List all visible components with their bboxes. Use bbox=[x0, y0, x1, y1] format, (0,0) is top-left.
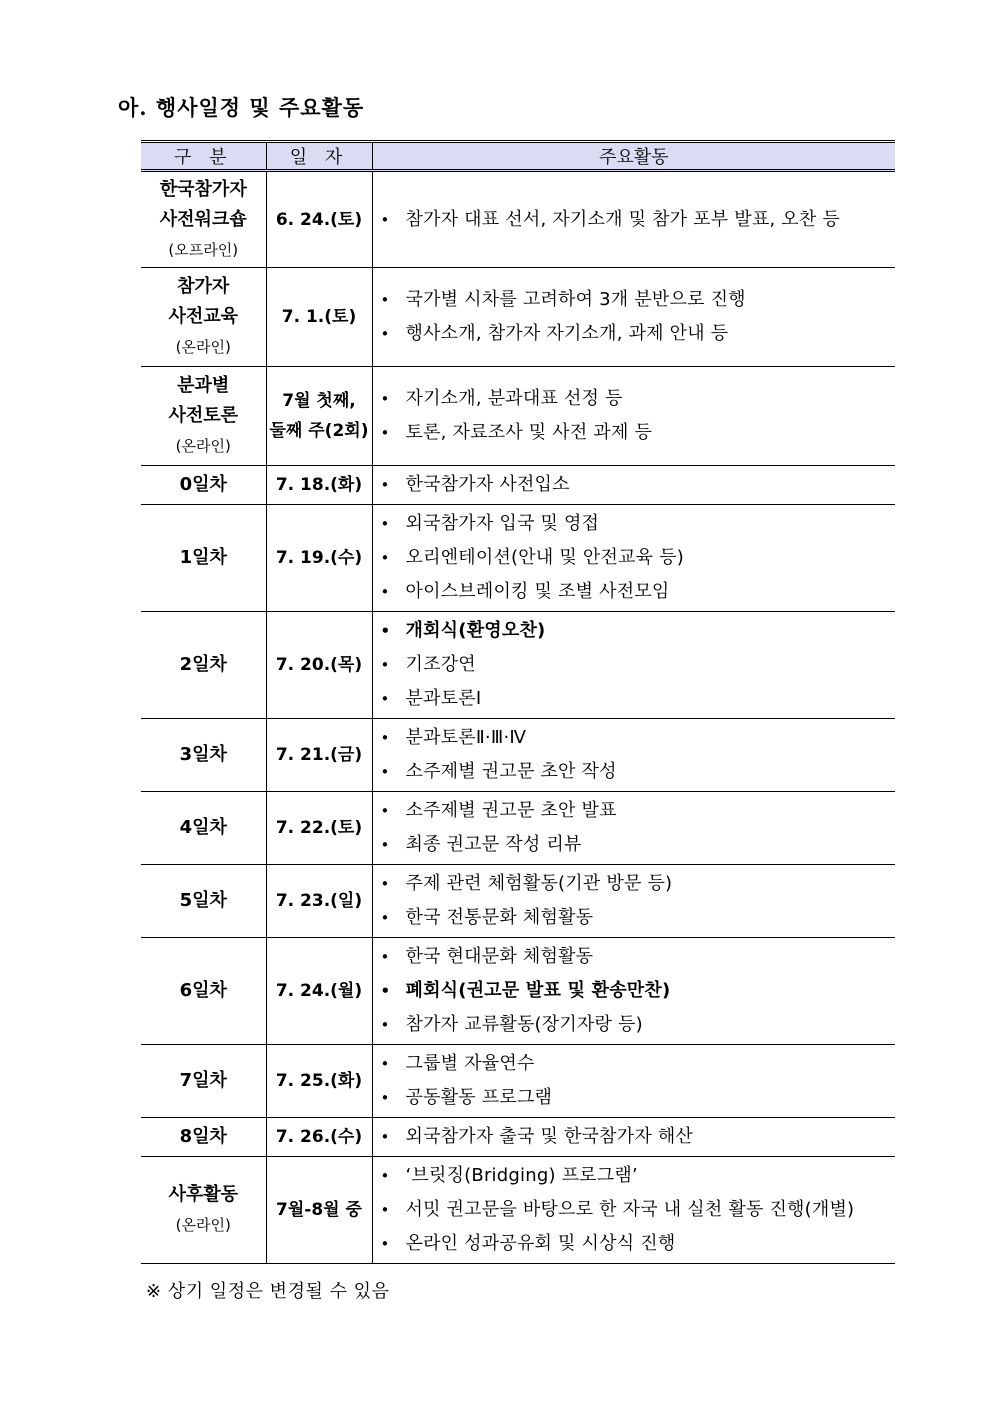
division-sublabel: (온라인) bbox=[175, 338, 231, 356]
activity-text: 공동활동 프로그램 bbox=[405, 1087, 553, 1108]
date-label: 7. 24.(월) bbox=[275, 981, 363, 1001]
schedule-note: ※ 상기 일정은 변경될 수 있음 bbox=[146, 1281, 390, 1302]
activity-item bbox=[373, 575, 896, 609]
bullet-icon: • bbox=[380, 515, 390, 533]
activity-item bbox=[373, 507, 896, 541]
activities-cell bbox=[372, 1118, 895, 1157]
date-cell bbox=[266, 1045, 372, 1118]
activity-list bbox=[373, 201, 896, 239]
bullet-icon: • bbox=[380, 476, 390, 494]
division-cell bbox=[141, 171, 266, 268]
date-label: 7. 23.(일) bbox=[275, 891, 363, 911]
division-label-line2: 사전워크숍 bbox=[159, 208, 247, 230]
activity-item bbox=[373, 974, 896, 1008]
activities-cell bbox=[372, 938, 895, 1045]
activities-cell bbox=[372, 1045, 895, 1118]
activity-text: 개회식(환영오찬) bbox=[405, 620, 546, 641]
date-cell bbox=[266, 719, 372, 792]
activity-item bbox=[373, 721, 896, 755]
activity-text: 분과토론Ⅱ·Ⅲ·Ⅳ bbox=[405, 727, 527, 748]
date-cell bbox=[266, 865, 372, 938]
activity-item bbox=[373, 416, 896, 450]
activity-text: 그룹별 자율연수 bbox=[405, 1053, 535, 1074]
division-cell bbox=[141, 612, 266, 719]
header-division: 구 분 bbox=[141, 142, 266, 171]
activity-item bbox=[373, 203, 896, 237]
header-activities: 주요활동 bbox=[372, 142, 895, 171]
activity-item bbox=[373, 828, 896, 862]
date-label-line2: 둘째 주(2회) bbox=[269, 421, 369, 441]
division-label: 6일차 bbox=[179, 980, 227, 1001]
division-cell bbox=[141, 1157, 266, 1264]
bullet-icon: • bbox=[380, 909, 390, 927]
table-row bbox=[141, 171, 895, 268]
activity-text: 자기소개, 분과대표 선정 등 bbox=[405, 388, 623, 409]
date-label: 7. 19.(수) bbox=[275, 548, 363, 568]
division-label: 7일차 bbox=[179, 1070, 227, 1091]
activity-item bbox=[373, 283, 896, 317]
date-label: 7월-8월 중 bbox=[276, 1200, 362, 1220]
date-cell bbox=[266, 1157, 372, 1264]
date-label: 7. 22.(토) bbox=[275, 818, 363, 838]
division-label-line2: 사전토론 bbox=[168, 405, 239, 426]
division-cell bbox=[141, 1118, 266, 1157]
date-cell bbox=[266, 612, 372, 719]
activity-item bbox=[373, 1120, 896, 1154]
date-label: 7. 26.(수) bbox=[275, 1127, 363, 1147]
division-cell bbox=[141, 505, 266, 612]
division-cell bbox=[141, 792, 266, 865]
activity-item bbox=[373, 1047, 896, 1081]
activity-text: 국가별 시차를 고려하여 3개 분반으로 진행 bbox=[405, 289, 746, 310]
division-sublabel: (오프라인) bbox=[168, 240, 239, 259]
date-cell bbox=[266, 505, 372, 612]
activity-text: 외국참가자 입국 및 영접 bbox=[405, 513, 600, 534]
table-row bbox=[141, 865, 895, 938]
activity-text: 참가자 교류활동(장기자랑 등) bbox=[405, 1014, 643, 1035]
activity-text: 오리엔테이션(안내 및 안전교육 등) bbox=[405, 547, 684, 568]
division-label: 분과별 bbox=[177, 375, 230, 396]
activity-list bbox=[373, 938, 896, 1044]
activities-cell bbox=[372, 171, 895, 268]
activity-list bbox=[373, 505, 896, 611]
table-row bbox=[141, 719, 895, 792]
activity-list bbox=[373, 612, 896, 718]
activities-cell bbox=[372, 1157, 895, 1264]
bullet-icon: • bbox=[380, 982, 391, 1000]
activities-cell bbox=[372, 367, 895, 466]
activity-text: 온라인 성과공유회 및 시상식 진행 bbox=[405, 1233, 676, 1254]
activity-list bbox=[373, 792, 896, 864]
date-cell bbox=[266, 792, 372, 865]
table-row bbox=[141, 1157, 895, 1264]
table-row bbox=[141, 938, 895, 1045]
date-cell bbox=[266, 171, 372, 268]
date-label: 7. 25.(화) bbox=[275, 1071, 363, 1091]
date-cell bbox=[266, 938, 372, 1045]
bullet-icon: • bbox=[380, 622, 391, 640]
activity-list bbox=[373, 865, 896, 937]
activity-text: 소주제별 권고문 초안 작성 bbox=[405, 761, 617, 782]
bullet-icon: • bbox=[380, 763, 390, 781]
activity-item bbox=[373, 682, 896, 716]
activity-item bbox=[373, 1193, 896, 1227]
activity-list bbox=[373, 1045, 896, 1117]
activity-text: 서밋 권고문을 바탕으로 한 자국 내 실천 활동 진행(개별) bbox=[405, 1199, 855, 1220]
bullet-icon: • bbox=[380, 875, 390, 893]
activities-cell bbox=[372, 719, 895, 792]
activity-item bbox=[373, 1008, 896, 1042]
division-label: 4일차 bbox=[179, 817, 227, 838]
table-row bbox=[141, 612, 895, 719]
bullet-icon: • bbox=[380, 948, 390, 966]
date-label: 6. 24.(토) bbox=[275, 209, 363, 230]
activity-item bbox=[373, 867, 896, 901]
division-label: 2일차 bbox=[179, 654, 227, 675]
section-title: 아. 행사일정 및 주요활동 bbox=[118, 95, 365, 120]
activity-item bbox=[373, 1159, 896, 1193]
division-label: 0일차 bbox=[179, 474, 227, 495]
division-label: 한국참가자 bbox=[159, 178, 247, 200]
activity-list bbox=[373, 380, 896, 452]
division-cell bbox=[141, 466, 266, 505]
activity-text: ‘브릿징(Bridging) 프로그램’ bbox=[405, 1165, 638, 1186]
division-cell bbox=[141, 367, 266, 466]
bullet-icon: • bbox=[380, 1235, 390, 1253]
activity-item bbox=[373, 614, 896, 648]
schedule-table bbox=[141, 140, 895, 1264]
bullet-icon: • bbox=[380, 836, 390, 854]
table-row bbox=[141, 505, 895, 612]
activity-item bbox=[373, 317, 896, 351]
bullet-icon: • bbox=[380, 1089, 390, 1107]
activity-text: 한국 전통문화 체험활동 bbox=[405, 907, 594, 928]
table-row bbox=[141, 1045, 895, 1118]
activity-item bbox=[373, 1227, 896, 1261]
bullet-icon: • bbox=[380, 325, 390, 343]
table-row bbox=[141, 792, 895, 865]
date-label: 7월 첫째, bbox=[282, 391, 356, 411]
division-label: 사후활동 bbox=[168, 1184, 239, 1205]
division-label: 5일차 bbox=[179, 890, 227, 911]
bullet-icon: • bbox=[380, 424, 390, 442]
bullet-icon: • bbox=[380, 390, 390, 408]
activity-item bbox=[373, 541, 896, 575]
activity-list bbox=[373, 1157, 896, 1263]
division-cell bbox=[141, 938, 266, 1045]
bullet-icon: • bbox=[380, 1201, 390, 1219]
header-date: 일 자 bbox=[266, 142, 372, 171]
activity-item bbox=[373, 382, 896, 416]
activity-item bbox=[373, 468, 896, 502]
date-label: 7. 18.(화) bbox=[275, 475, 363, 495]
activities-cell bbox=[372, 505, 895, 612]
activities-cell bbox=[372, 612, 895, 719]
activity-item bbox=[373, 940, 896, 974]
division-cell bbox=[141, 268, 266, 367]
date-cell bbox=[266, 1118, 372, 1157]
activity-text: 최종 권고문 작성 리뷰 bbox=[405, 834, 582, 855]
bullet-icon: • bbox=[380, 549, 390, 567]
division-sublabel: (온라인) bbox=[175, 437, 231, 455]
table-row bbox=[141, 268, 895, 367]
activity-text: 한국 현대문화 체험활동 bbox=[405, 946, 594, 967]
activity-item bbox=[373, 755, 896, 789]
division-label-line2: 사전교육 bbox=[168, 306, 239, 327]
activities-cell bbox=[372, 792, 895, 865]
division-cell bbox=[141, 719, 266, 792]
activity-text: 외국참가자 출국 및 한국참가자 해산 bbox=[405, 1126, 694, 1147]
activity-text: 기조강연 bbox=[405, 654, 476, 675]
bullet-icon: • bbox=[380, 656, 390, 674]
activity-list bbox=[373, 1118, 896, 1156]
bullet-icon: • bbox=[380, 1128, 390, 1146]
activities-cell bbox=[372, 865, 895, 938]
bullet-icon: • bbox=[380, 583, 390, 601]
table-header-row bbox=[141, 142, 895, 171]
bullet-icon: • bbox=[380, 802, 390, 820]
table-row bbox=[141, 367, 895, 466]
activity-item bbox=[373, 648, 896, 682]
activity-text: 한국참가자 사전입소 bbox=[405, 474, 570, 495]
division-sublabel: (온라인) bbox=[175, 1216, 231, 1234]
activity-text: 아이스브레이킹 및 조별 사전모임 bbox=[405, 581, 670, 602]
date-cell bbox=[266, 367, 372, 466]
bullet-icon: • bbox=[380, 1167, 390, 1185]
date-label: 7. 1.(토) bbox=[281, 307, 357, 327]
activity-list bbox=[373, 466, 896, 504]
bullet-icon: • bbox=[380, 1016, 390, 1034]
schedule-body bbox=[141, 171, 895, 1264]
activity-text: 소주제별 권고문 초안 발표 bbox=[405, 800, 617, 821]
bullet-icon: • bbox=[380, 1055, 390, 1073]
activities-cell bbox=[372, 466, 895, 505]
date-cell bbox=[266, 466, 372, 505]
activity-list bbox=[373, 281, 896, 353]
division-label: 1일차 bbox=[179, 547, 227, 568]
activity-item bbox=[373, 794, 896, 828]
activities-cell bbox=[372, 268, 895, 367]
activity-item bbox=[373, 901, 896, 935]
date-label: 7. 20.(목) bbox=[275, 655, 363, 675]
division-cell bbox=[141, 865, 266, 938]
activity-text: 폐회식(권고문 발표 및 환송만찬) bbox=[405, 980, 671, 1001]
division-label: 3일차 bbox=[179, 744, 227, 765]
division-cell bbox=[141, 1045, 266, 1118]
bullet-icon: • bbox=[380, 210, 390, 229]
activity-text: 토론, 자료조사 및 사전 과제 등 bbox=[405, 422, 653, 443]
table-row bbox=[141, 466, 895, 505]
bullet-icon: • bbox=[380, 729, 390, 747]
date-cell bbox=[266, 268, 372, 367]
activity-list bbox=[373, 719, 896, 791]
division-label: 참가자 bbox=[177, 276, 230, 297]
division-label: 8일차 bbox=[179, 1126, 227, 1147]
bullet-icon: • bbox=[380, 291, 390, 309]
activity-item bbox=[373, 1081, 896, 1115]
table-row bbox=[141, 1118, 895, 1157]
activity-text: 행사소개, 참가자 자기소개, 과제 안내 등 bbox=[405, 323, 729, 344]
bullet-icon: • bbox=[380, 690, 390, 708]
activity-text: 분과토론Ⅰ bbox=[405, 688, 482, 709]
activity-text: 주제 관련 체험활동(기관 방문 등) bbox=[405, 873, 673, 894]
activity-text: 참가자 대표 선서, 자기소개 및 참가 포부 발표, 오찬 등 bbox=[405, 208, 840, 230]
date-label: 7. 21.(금) bbox=[275, 745, 363, 765]
